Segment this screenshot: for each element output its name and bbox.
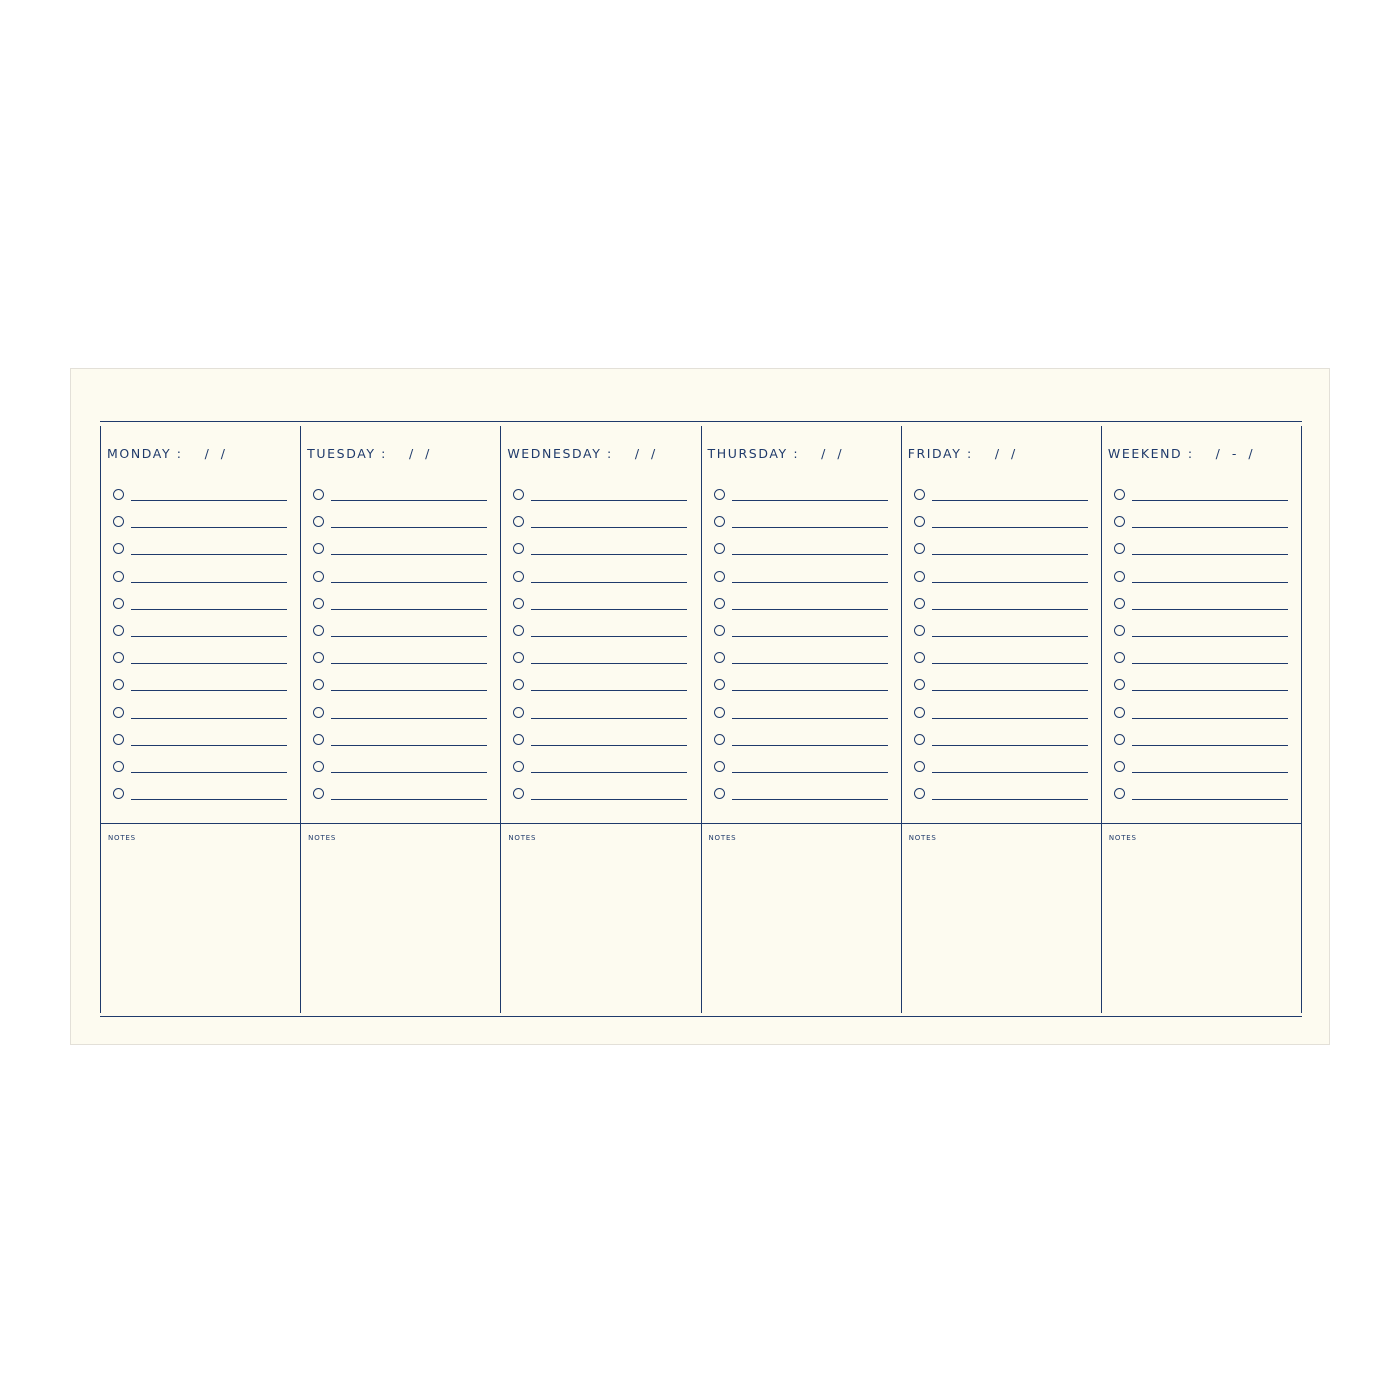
notes-divider: [902, 823, 1101, 824]
task-row[interactable]: [313, 644, 489, 671]
checkbox-circle-icon[interactable]: [313, 761, 324, 772]
checkbox-circle-icon[interactable]: [914, 761, 925, 772]
checkbox-circle-icon[interactable]: [1114, 571, 1125, 582]
task-write-line: [932, 527, 1088, 528]
checkbox-circle-icon[interactable]: [313, 707, 324, 718]
task-row[interactable]: [1114, 644, 1290, 671]
checkbox-circle-icon[interactable]: [914, 571, 925, 582]
day-column-3: [501, 426, 701, 1013]
task-write-line: [531, 554, 687, 555]
task-row[interactable]: [313, 481, 489, 508]
task-row[interactable]: [113, 508, 289, 535]
task-row[interactable]: [1114, 753, 1290, 780]
checkbox-circle-icon[interactable]: [714, 707, 725, 718]
task-write-line: [131, 609, 287, 610]
checkbox-circle-icon[interactable]: [113, 571, 124, 582]
task-write-line: [531, 772, 687, 773]
checkbox-circle-icon[interactable]: [1114, 543, 1125, 554]
checkbox-circle-icon[interactable]: [714, 489, 725, 500]
task-row[interactable]: [113, 699, 289, 726]
task-write-line: [932, 554, 1088, 555]
task-write-line: [732, 636, 888, 637]
task-write-line: [531, 718, 687, 719]
bottom-rule: [100, 1016, 1302, 1017]
task-write-line: [131, 527, 287, 528]
task-write-line: [531, 799, 687, 800]
task-list: [714, 481, 890, 807]
checkbox-circle-icon[interactable]: [1114, 598, 1125, 609]
task-write-line: [131, 718, 287, 719]
notes-label: NOTES: [1108, 834, 1137, 842]
day-name: TUESDAY :: [307, 446, 387, 461]
checkbox-circle-icon[interactable]: [1114, 652, 1125, 663]
checkbox-circle-icon[interactable]: [113, 516, 124, 527]
checkbox-circle-icon[interactable]: [1114, 625, 1125, 636]
task-list: [113, 481, 289, 807]
checkbox-circle-icon[interactable]: [313, 734, 324, 745]
task-row[interactable]: [513, 481, 689, 508]
task-row[interactable]: [1114, 508, 1290, 535]
checkbox-circle-icon[interactable]: [1114, 489, 1125, 500]
task-write-line: [131, 582, 287, 583]
task-write-line: [531, 690, 687, 691]
task-row[interactable]: [1114, 481, 1290, 508]
checkbox-circle-icon[interactable]: [513, 571, 524, 582]
checkbox-circle-icon[interactable]: [1114, 734, 1125, 745]
task-row[interactable]: [113, 590, 289, 617]
task-write-line: [732, 582, 888, 583]
task-row[interactable]: [113, 671, 289, 698]
task-write-line: [131, 663, 287, 664]
checkbox-circle-icon[interactable]: [714, 543, 725, 554]
task-row[interactable]: [313, 590, 489, 617]
checkbox-circle-icon[interactable]: [513, 516, 524, 527]
task-row[interactable]: [914, 780, 1090, 807]
task-row[interactable]: [113, 753, 289, 780]
checkbox-circle-icon[interactable]: [1114, 516, 1125, 527]
checkbox-circle-icon[interactable]: [714, 571, 725, 582]
checkbox-circle-icon[interactable]: [313, 543, 324, 554]
task-row[interactable]: [714, 644, 890, 671]
day-date: / /: [409, 446, 434, 461]
task-row[interactable]: [1114, 726, 1290, 753]
task-row[interactable]: [513, 780, 689, 807]
day-header: [507, 446, 659, 461]
checkbox-circle-icon[interactable]: [513, 598, 524, 609]
task-row[interactable]: [513, 726, 689, 753]
checkbox-circle-icon[interactable]: [113, 652, 124, 663]
task-row[interactable]: [714, 617, 890, 644]
day-name: WEEKEND :: [1107, 446, 1194, 461]
task-write-line: [732, 554, 888, 555]
task-row[interactable]: [513, 535, 689, 562]
checkbox-circle-icon[interactable]: [914, 734, 925, 745]
checkbox-circle-icon[interactable]: [1114, 679, 1125, 690]
task-write-line: [531, 500, 687, 501]
checkbox-circle-icon[interactable]: [513, 707, 524, 718]
task-write-line: [331, 772, 487, 773]
checkbox-circle-icon[interactable]: [313, 788, 324, 799]
task-row[interactable]: [313, 699, 489, 726]
task-write-line: [131, 554, 287, 555]
day-column-5: [902, 426, 1102, 1013]
checkbox-circle-icon[interactable]: [914, 652, 925, 663]
task-write-line: [932, 718, 1088, 719]
checkbox-circle-icon[interactable]: [914, 679, 925, 690]
task-write-line: [331, 527, 487, 528]
checkbox-circle-icon[interactable]: [714, 679, 725, 690]
day-header: [708, 446, 846, 461]
checkbox-circle-icon[interactable]: [914, 625, 925, 636]
task-row[interactable]: [113, 726, 289, 753]
task-row[interactable]: [313, 671, 489, 698]
task-row[interactable]: [714, 508, 890, 535]
checkbox-circle-icon[interactable]: [113, 734, 124, 745]
task-write-line: [732, 772, 888, 773]
checkbox-circle-icon[interactable]: [914, 543, 925, 554]
task-write-line: [331, 718, 487, 719]
task-write-line: [531, 582, 687, 583]
day-date: / /: [634, 446, 660, 461]
task-write-line: [1132, 636, 1288, 637]
task-write-line: [1132, 772, 1288, 773]
task-row[interactable]: [513, 508, 689, 535]
task-row[interactable]: [1114, 535, 1290, 562]
task-row[interactable]: [313, 780, 489, 807]
task-row[interactable]: [914, 617, 1090, 644]
notes-label: NOTES: [508, 834, 537, 842]
checkbox-circle-icon[interactable]: [113, 679, 124, 690]
task-row[interactable]: [113, 535, 289, 562]
notes-label: NOTES: [108, 834, 136, 842]
checkbox-circle-icon[interactable]: [313, 516, 324, 527]
task-write-line: [1132, 527, 1288, 528]
task-write-line: [131, 636, 287, 637]
task-list: [313, 481, 489, 807]
task-write-line: [1132, 500, 1288, 501]
task-write-line: [331, 554, 487, 555]
task-row[interactable]: [1114, 699, 1290, 726]
checkbox-circle-icon[interactable]: [714, 625, 725, 636]
task-write-line: [331, 690, 487, 691]
task-write-line: [331, 799, 487, 800]
task-row[interactable]: [513, 671, 689, 698]
task-row[interactable]: [914, 481, 1090, 508]
day-date: / /: [204, 446, 229, 461]
task-row[interactable]: [113, 644, 289, 671]
task-write-line: [732, 690, 888, 691]
task-row[interactable]: [313, 563, 489, 590]
task-row[interactable]: [714, 563, 890, 590]
task-row[interactable]: [714, 699, 890, 726]
checkbox-circle-icon[interactable]: [914, 788, 925, 799]
task-row[interactable]: [714, 780, 890, 807]
notes-label: NOTES: [308, 834, 337, 842]
task-row[interactable]: [914, 508, 1090, 535]
task-write-line: [932, 500, 1088, 501]
task-write-line: [1132, 690, 1288, 691]
task-row[interactable]: [513, 590, 689, 617]
day-header: [107, 446, 229, 461]
checkbox-circle-icon[interactable]: [313, 652, 324, 663]
checkbox-circle-icon[interactable]: [714, 516, 725, 527]
checkbox-circle-icon[interactable]: [914, 598, 925, 609]
task-row[interactable]: [513, 644, 689, 671]
checkbox-circle-icon[interactable]: [513, 734, 524, 745]
checkbox-circle-icon[interactable]: [914, 707, 925, 718]
task-row[interactable]: [313, 726, 489, 753]
checkbox-circle-icon[interactable]: [914, 489, 925, 500]
day-name: THURSDAY :: [707, 446, 800, 461]
checkbox-circle-icon[interactable]: [113, 761, 124, 772]
task-row[interactable]: [113, 617, 289, 644]
task-write-line: [531, 636, 687, 637]
planner-frame: [100, 421, 1302, 1017]
task-row[interactable]: [914, 753, 1090, 780]
task-write-line: [331, 663, 487, 664]
task-row[interactable]: [914, 644, 1090, 671]
notes-divider: [101, 823, 300, 824]
day-date: / /: [994, 446, 1020, 461]
planner-pad: [70, 368, 1330, 1045]
task-write-line: [932, 582, 1088, 583]
task-write-line: [1132, 609, 1288, 610]
day-header: [908, 446, 1020, 461]
task-write-line: [1132, 745, 1288, 746]
task-write-line: [531, 609, 687, 610]
checkbox-circle-icon[interactable]: [313, 489, 324, 500]
top-rule: [100, 421, 1302, 422]
checkbox-circle-icon[interactable]: [513, 625, 524, 636]
checkbox-circle-icon[interactable]: [1114, 761, 1125, 772]
day-name: MONDAY :: [107, 446, 183, 461]
task-write-line: [732, 745, 888, 746]
task-write-line: [932, 636, 1088, 637]
notes-divider: [1102, 823, 1301, 824]
task-row[interactable]: [113, 481, 289, 508]
checkbox-circle-icon[interactable]: [513, 761, 524, 772]
checkbox-circle-icon[interactable]: [113, 707, 124, 718]
checkbox-circle-icon[interactable]: [513, 652, 524, 663]
day-columns: [100, 426, 1302, 1013]
task-write-line: [1132, 663, 1288, 664]
task-row[interactable]: [714, 671, 890, 698]
task-row[interactable]: [914, 535, 1090, 562]
task-list: [513, 481, 689, 807]
checkbox-circle-icon[interactable]: [313, 571, 324, 582]
task-write-line: [932, 609, 1088, 610]
task-list: [1114, 481, 1290, 807]
task-row[interactable]: [113, 780, 289, 807]
notes-divider: [501, 823, 700, 824]
checkbox-circle-icon[interactable]: [513, 788, 524, 799]
task-write-line: [131, 772, 287, 773]
checkbox-circle-icon[interactable]: [714, 734, 725, 745]
checkbox-circle-icon[interactable]: [113, 489, 124, 500]
checkbox-circle-icon[interactable]: [714, 788, 725, 799]
task-write-line: [1132, 554, 1288, 555]
day-column-6: [1102, 426, 1302, 1013]
task-write-line: [1132, 799, 1288, 800]
day-column-4: [702, 426, 902, 1013]
task-write-line: [531, 745, 687, 746]
day-date: / /: [821, 446, 846, 461]
task-write-line: [131, 500, 287, 501]
day-name: WEDNESDAY :: [507, 446, 613, 461]
task-row[interactable]: [914, 563, 1090, 590]
notes-divider: [702, 823, 901, 824]
task-row[interactable]: [714, 481, 890, 508]
task-write-line: [331, 636, 487, 637]
task-row[interactable]: [914, 671, 1090, 698]
checkbox-circle-icon[interactable]: [313, 625, 324, 636]
task-write-line: [732, 663, 888, 664]
task-row[interactable]: [914, 726, 1090, 753]
checkbox-circle-icon[interactable]: [113, 788, 124, 799]
checkbox-circle-icon[interactable]: [1114, 788, 1125, 799]
notes-label: NOTES: [708, 834, 737, 842]
notes-divider: [301, 823, 500, 824]
day-date: / - /: [1215, 446, 1257, 461]
task-write-line: [932, 690, 1088, 691]
task-write-line: [932, 772, 1088, 773]
checkbox-circle-icon[interactable]: [113, 598, 124, 609]
task-row[interactable]: [1114, 590, 1290, 617]
task-write-line: [1132, 718, 1288, 719]
task-row[interactable]: [914, 590, 1090, 617]
task-write-line: [1132, 582, 1288, 583]
task-write-line: [732, 799, 888, 800]
task-row[interactable]: [313, 617, 489, 644]
task-write-line: [531, 527, 687, 528]
task-row[interactable]: [714, 726, 890, 753]
task-row[interactable]: [513, 563, 689, 590]
checkbox-circle-icon[interactable]: [313, 679, 324, 690]
task-row[interactable]: [513, 753, 689, 780]
task-row[interactable]: [113, 563, 289, 590]
task-write-line: [732, 609, 888, 610]
task-write-line: [732, 718, 888, 719]
checkbox-circle-icon[interactable]: [714, 652, 725, 663]
checkbox-circle-icon[interactable]: [1114, 707, 1125, 718]
task-row[interactable]: [714, 590, 890, 617]
task-write-line: [331, 500, 487, 501]
checkbox-circle-icon[interactable]: [714, 598, 725, 609]
task-write-line: [732, 527, 888, 528]
task-row[interactable]: [1114, 563, 1290, 590]
task-row[interactable]: [1114, 617, 1290, 644]
task-row[interactable]: [1114, 671, 1290, 698]
task-write-line: [331, 745, 487, 746]
day-header: [307, 446, 433, 461]
checkbox-circle-icon[interactable]: [313, 598, 324, 609]
checkbox-circle-icon[interactable]: [914, 516, 925, 527]
task-write-line: [932, 745, 1088, 746]
task-write-line: [932, 663, 1088, 664]
checkbox-circle-icon[interactable]: [113, 625, 124, 636]
task-write-line: [932, 799, 1088, 800]
day-name: FRIDAY :: [907, 446, 973, 461]
task-write-line: [732, 500, 888, 501]
checkbox-circle-icon[interactable]: [513, 489, 524, 500]
task-row[interactable]: [1114, 780, 1290, 807]
checkbox-circle-icon[interactable]: [513, 543, 524, 554]
task-write-line: [131, 745, 287, 746]
task-write-line: [131, 690, 287, 691]
checkbox-circle-icon[interactable]: [513, 679, 524, 690]
task-row[interactable]: [513, 617, 689, 644]
task-list: [914, 481, 1090, 807]
task-row[interactable]: [313, 753, 489, 780]
task-write-line: [331, 609, 487, 610]
day-column-1: [101, 426, 301, 1013]
day-column-2: [301, 426, 501, 1013]
day-header: [1108, 446, 1257, 461]
task-write-line: [531, 663, 687, 664]
task-row[interactable]: [714, 535, 890, 562]
task-write-line: [131, 799, 287, 800]
task-row[interactable]: [714, 753, 890, 780]
task-row[interactable]: [914, 699, 1090, 726]
task-write-line: [331, 582, 487, 583]
task-row[interactable]: [513, 699, 689, 726]
task-row[interactable]: [313, 535, 489, 562]
notes-label: NOTES: [908, 834, 937, 842]
checkbox-circle-icon[interactable]: [714, 761, 725, 772]
checkbox-circle-icon[interactable]: [113, 543, 124, 554]
task-row[interactable]: [313, 508, 489, 535]
